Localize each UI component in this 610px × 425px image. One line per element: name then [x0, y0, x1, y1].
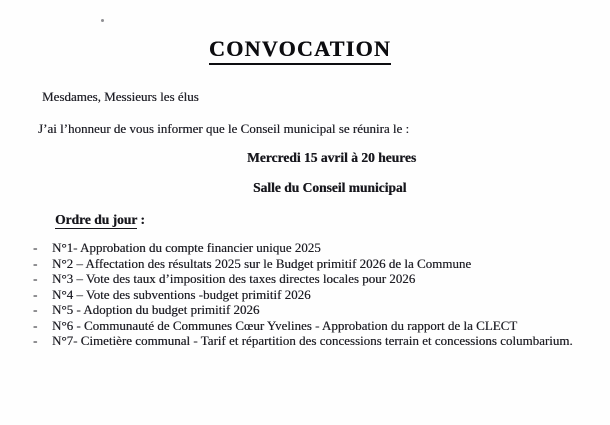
agenda-item-text: N°3 – Vote des taux d’imposition des taxes directes locales pour 2026 — [52, 271, 416, 286]
agenda-item — [33, 256, 596, 272]
scan-speck — [101, 19, 104, 22]
agenda-list — [33, 240, 596, 349]
agenda-item — [33, 333, 596, 349]
bullet-dash: - — [33, 333, 38, 348]
agenda-item — [33, 287, 596, 303]
agenda-item-text: N°4 – Vote des subventions -budget primitif 2026 — [52, 286, 311, 302]
agenda-heading-colon: : — [137, 212, 145, 227]
bullet-dash: - — [33, 271, 38, 286]
document-title: CONVOCATION — [209, 38, 391, 65]
agenda-item — [33, 302, 596, 318]
bullet-dash: - — [33, 240, 38, 255]
bullet-dash: - — [33, 302, 38, 317]
bullet-dash: - — [33, 286, 38, 302]
agenda-item-text: N°2 – Affectation des résultats 2025 sur le Budget primitif 2026 de la Commune — [52, 255, 472, 271]
meeting-datetime: Mercredi 15 avril à 20 heures — [247, 150, 417, 165]
bullet-dash: - — [33, 255, 38, 271]
salutation-line: Mesdames, Messieurs les élus — [42, 89, 199, 104]
agenda-item-text: N°5 - Adoption du budget primitif 2026 — [52, 302, 260, 317]
agenda-heading-text: Ordre du jour — [55, 212, 138, 227]
meeting-location: Salle du Conseil municipal — [253, 180, 407, 195]
agenda-item-text: N°6 - Communauté de Communes Cœur Yvelines - Approbation du rapport de la CLECT — [52, 317, 518, 333]
agenda-item — [33, 318, 596, 334]
agenda-item-text: N°7- Cimetière communal - Tarif et répartition des concessions terrain et concessions columbarium. — [52, 333, 573, 348]
title-row — [0, 38, 600, 65]
agenda-item — [33, 240, 596, 256]
agenda-item-text: N°1- Approbation du compte financier unique 2025 — [52, 240, 321, 255]
agenda-item — [33, 271, 596, 287]
bullet-dash: - — [33, 317, 38, 333]
agenda-heading — [55, 212, 145, 228]
intro-line: J’ai l’honneur de vous informer que le Conseil municipal se réunira le : — [38, 121, 410, 136]
